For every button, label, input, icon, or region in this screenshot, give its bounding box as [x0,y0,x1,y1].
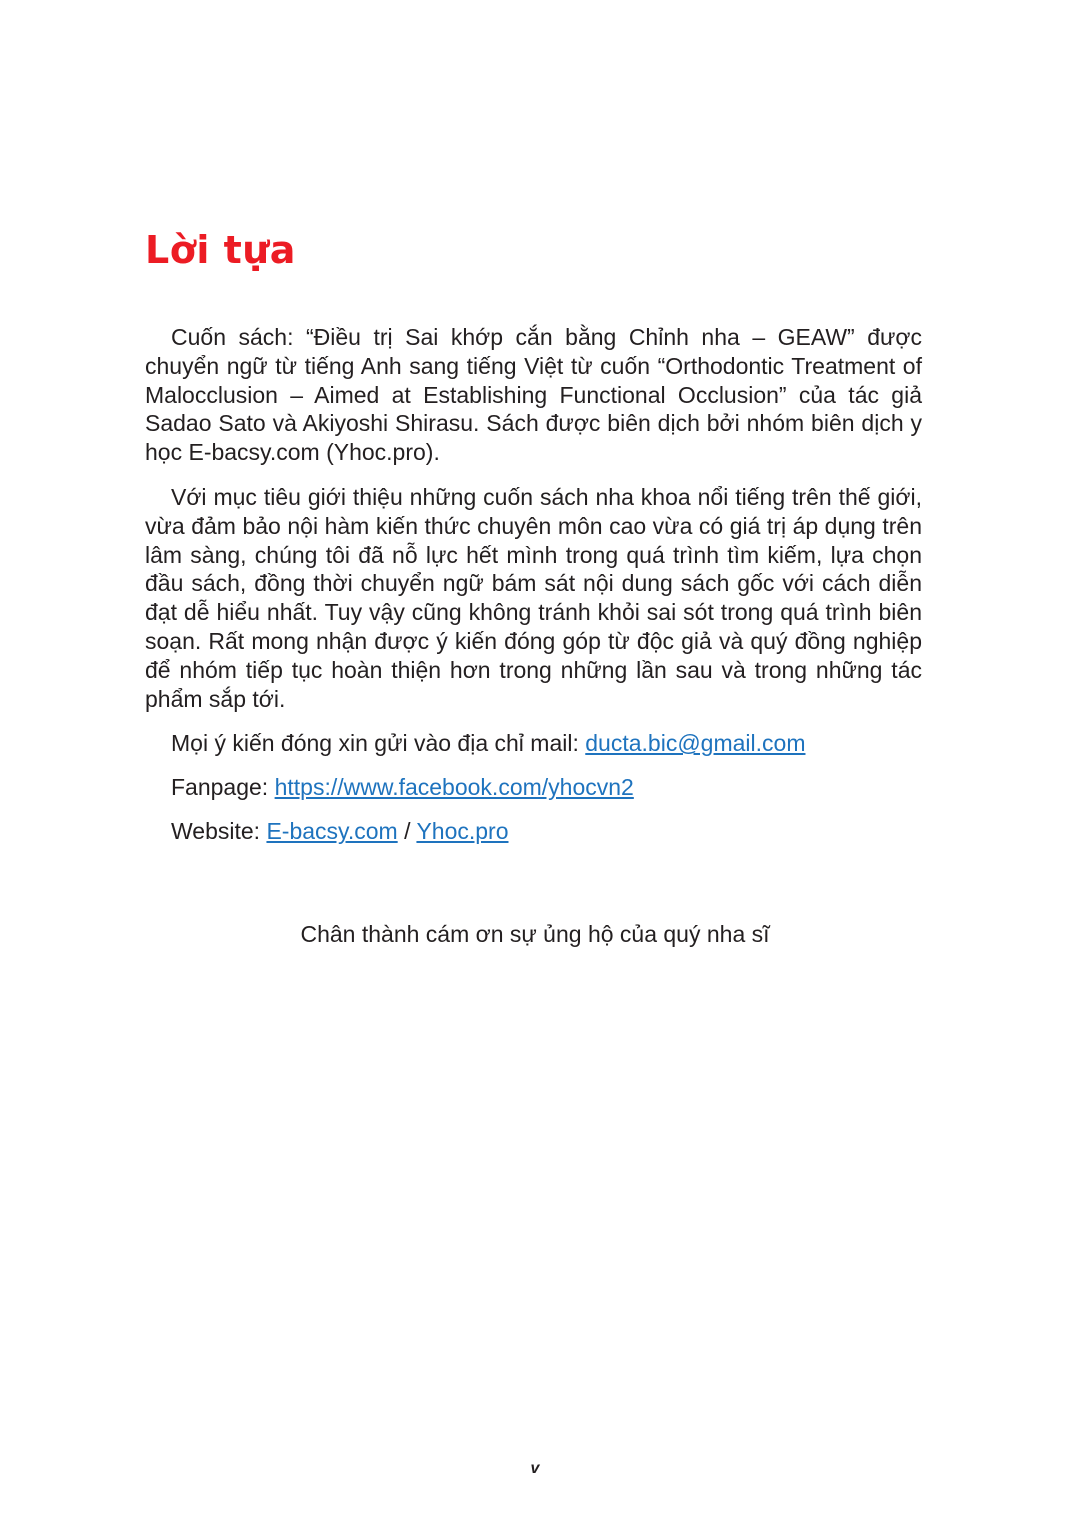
website-separator: / [404,818,411,845]
website-link-yhoc[interactable]: Yhoc.pro [416,818,509,845]
page-number: v [530,1460,540,1477]
website-label: Website: [171,818,261,845]
contact-website-line [145,817,922,846]
preface-paragraph-2: Với mục tiêu giới thiệu những cuốn sách nha khoa nổi tiếng trên thế giới, vừa đảm bảo nội hàm kiến thức chuyên môn cao vừa có giá trị áp dụng trên lâm sàng, chúng tôi đã nỗ lực hết mình trong quá trình tìm kiếm, lựa chọn đầu sách, đồng thời chuyển ngữ bám sát nội dung sách gốc với cách diễn đạt dễ hiểu nhất. Tuy vậy cũng không tránh khỏi sai sót trong quá trình biên soạn. Rất mong nhận được ý kiến đóng góp từ độc giả và quý đồng nghiệp để nhóm tiếp tục hoàn thiện hơn trong những lần sau và trong những tác phẩm sắp tới. [145,483,922,712]
preface-body [145,323,922,861]
contact-fanpage-line [145,773,922,802]
thanks-note: Chân thành cám ơn sự ủng hộ của quý nha sĩ [300,921,770,947]
page-heading: Lời tựa [145,228,296,272]
contact-mail-line [145,729,922,758]
preface-paragraph-1: Cuốn sách: “Điều trị Sai khớp cắn bằng Chỉnh nha – GEAW” được chuyển ngữ từ tiếng Anh sang tiếng Việt từ cuốn “Orthodontic Treatment of Malocclusion – Aimed at Establishing Functional Occlusion” của tác giả Sadao Sato và Akiyoshi Shirasu. Sách được biên dịch bởi nhóm biên dịch y học E-bacsy.com (Yhoc.pro). [145,324,922,466]
website-link-ebacsy[interactable]: E-bacsy.com [266,818,398,845]
fanpage-label: Fanpage: [171,774,269,801]
mail-label: Mọi ý kiến đóng xin gửi vào địa chỉ mail: [171,730,579,757]
mail-link[interactable]: ducta.bic@gmail.com [585,730,806,757]
fanpage-link[interactable]: https://www.facebook.com/yhocvn2 [274,774,634,801]
